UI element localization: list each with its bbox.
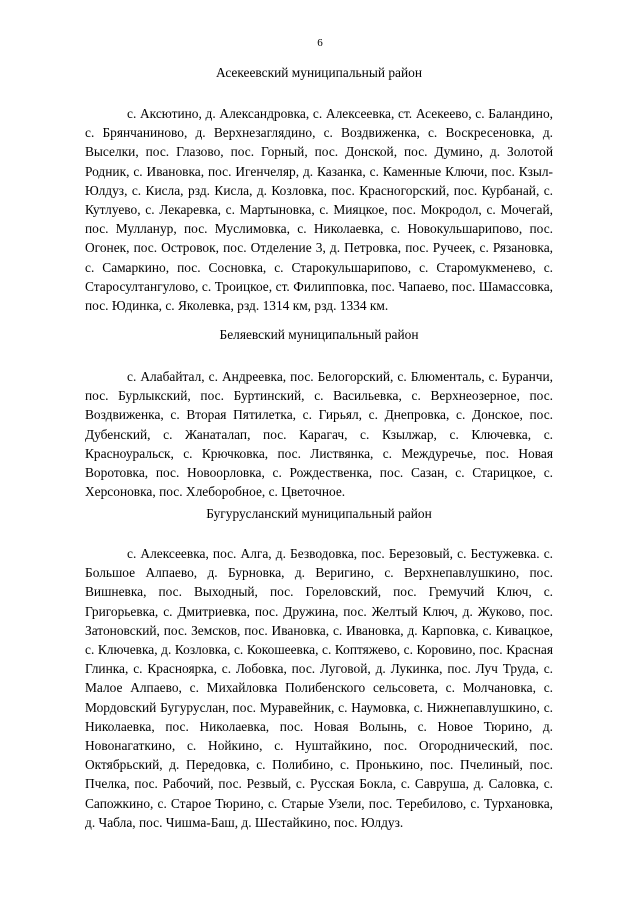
section-asekeevsky [85,64,553,315]
section-title: Асекеевский муниципальный район [215,65,422,80]
section-title: Бугурусланский муниципальный район [206,506,432,521]
section-buguruslansky [85,505,553,832]
page-number: 6 [317,37,323,49]
section-body: с. Алексеевка, пос. Алга, д. Безводовка, пос. Березовый, с. Бестужевка. с. Большое Алпаево, д. Бурновка, д. Веригино, с. Верхнепавлушкино, пос. Вишневка, пос. Выходный, пос. Гореловский, пос. Гремучий Ключ, с. Григорьевка, с. Дмитриевка, пос. Дружина, пос. Желтый Ключ, д. Жуково, пос. Затоновский, пос. Земсков, пос. Ивановка, с. Ивановка, д. Карповка, с. Кивацкое, с. Ключевка, д. Козловка, с. Кокошеевка, с. Коптяжево, с. Коровино, пос. Красная Глинка, с. Красноярка, с. Лобовка, пос. Луговой, д. Лукинка, пос. Луч Труда, с. Малое Алпаево, с. Михайловка Полибенского сельсовета, с. Молчановка, с. Мордовский Бугуруслан, пос. Муравейник, с. Наумовка, с. Нижнепавлушкино, с. Николаевка, пос. Николаевка, пос. Новая Волынь, с. Новое Тюрино, д. Новонагаткино, с. Нойкино, с. Нуштайкино, пос. Огороднический, пос. Октябрьский, д. Передовка, с. Полибино, с. Пронькино, пос. Пчелиный, пос. Пчелка, пос. Рабочий, пос. Резвый, с. Русская Бокла, с. Савруша, д. Саловка, с. Сапожкино, с. Старое Тюрино, с. Старые Узели, пос. Теребилово, с. Турхановка, д. Чабла, пос. Чишма-Баш, д. Шестайкино, пос. Юлдуз. [85,546,553,830]
section-body: с. Алабайтал, с. Андреевка, пос. Белогорский, с. Блюменталь, с. Буранчи, пос. Бурлыкский, пос. Буртинский, с. Васильевка, с. Верхнеозерное, пос. Воздвиженка, с. Вторая Пятилетка, с. Гирьял, с. Днепровка, с. Донское, пос. Дубенский, с. Жанаталап, пос. Карагач, с. Кзылжар, с. Ключевка, с. Красноуральск, с. Крючковка, пос. Листвянка, с. Междуречье, пос. Новая Воротовка, пос. Новоорловка, с. Рождественка, пос. Сазан, с. Старицкое, с. Херсоновка, пос. Хлеборобное, с. Цветочное. [85,369,553,500]
section-title: Беляевский муниципальный район [219,327,419,342]
section-belyaevsky [85,326,553,501]
section-body: с. Аксютино, д. Александровка, с. Алексеевка, ст. Асекеево, с. Баландино, с. Брянчаниново, д. Верхнезаглядино, с. Воздвиженка, с. Воскресеновка, д. Выселки, пос. Глазово, пос. Горный, пос. Донской, пос. Думино, д. Золотой Родник, с. Ивановка, пос. Игенчеляр, д. Казанка, с. Каменные Ключи, пос. Кзыл-Юлдуз, с. Кисла, рзд. Кисла, д. Козловка, пос. Красногорский, пос. Курбанай, с. Кутлуево, с. Лекаревка, с. Мартыновка, с. Мияцкое, пос. Мокродол, с. Мочегай, пос. Мулланур, пос. Муслимовка, с. Николаевка, с. Новокульшарипово, пос. Огонек, пос. Островок, пос. Отделение 3, д. Петровка, пос. Ручеек, с. Рязановка, с. Самаркино, пос. Сосновка, с. Старокульшарипово, с. Старомукменево, с. Старосултангулово, с. Троицкое, ст. Филипповка, пос. Чапаево, пос. Шамассовка, пос. Юдинка, с. Яколевка, рзд. 1314 км, рзд. 1334 км. [85,106,553,314]
